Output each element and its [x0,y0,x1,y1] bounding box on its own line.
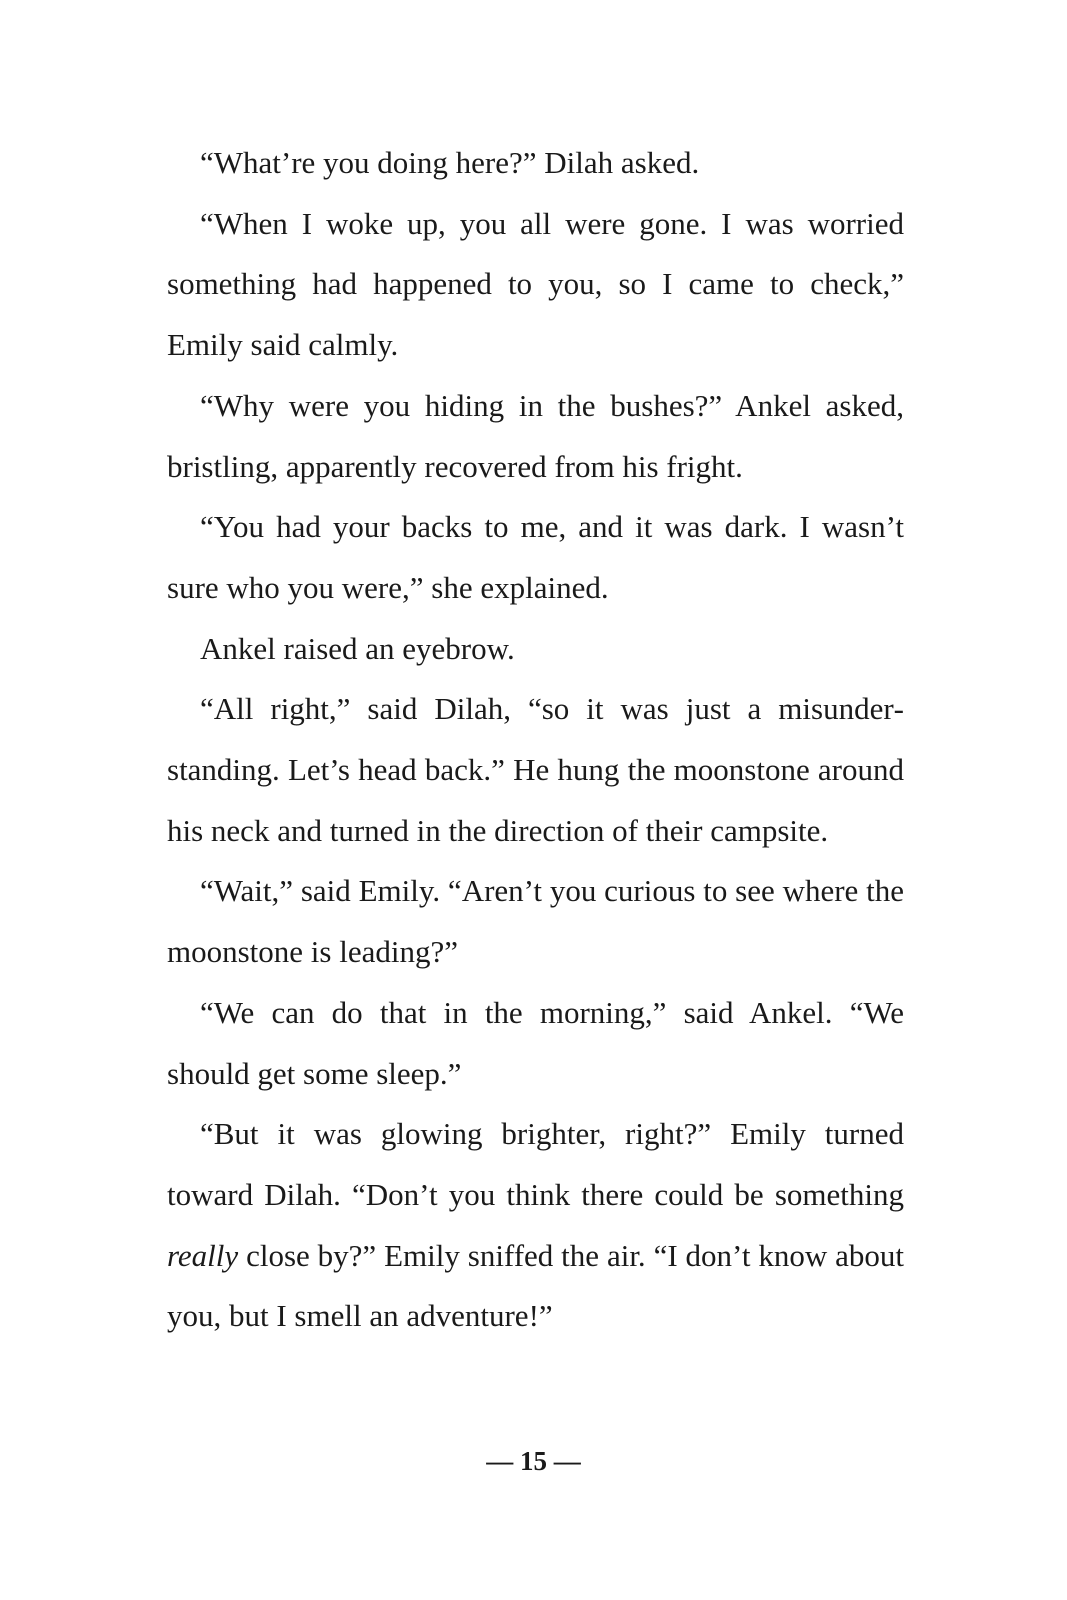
paragraph: “Why were you hiding in the bushes?” Ankel asked, bristling, apparently recovered from his fright. [167,387,904,484]
paragraph: Ankel raised an eyebrow. [200,630,515,666]
paragraph-text: “But it was glowing brighter, right?” Emily turned toward Dilah. “Don’t you think there could be something [167,1116,904,1212]
paragraph: “When I woke up, you all were gone. I was worried something had happened to you, so I came to check,” Emily said calmly. [167,205,904,363]
page-number: — 15 — [486,1446,581,1476]
paragraph: “We can do that in the morning,” said Ankel. “We should get some sleep.” [167,994,904,1091]
paragraph [167,1104,904,1347]
paragraph-text: close by?” Emily sniffed the air. “I don’t know about you, but I smell an adventure!” [167,1237,904,1334]
paragraph: “Wait,” said Emily. “Aren’t you curious to see where the moonstone is leading?” [167,873,904,970]
body-text [167,133,904,1347]
paragraph: “All right,” said Dilah, “so it was just a misunderstanding. Let’s head back.” He hung the moonstone around his neck and turned in the direction of their campsite. [167,691,904,848]
italic-emphasis: really [167,1237,239,1273]
paragraph: “You had your backs to me, and it was dark. I wasn’t sure who you were,” she explained. [167,509,904,605]
paragraph: “What’re you doing here?” Dilah asked. [200,145,700,180]
